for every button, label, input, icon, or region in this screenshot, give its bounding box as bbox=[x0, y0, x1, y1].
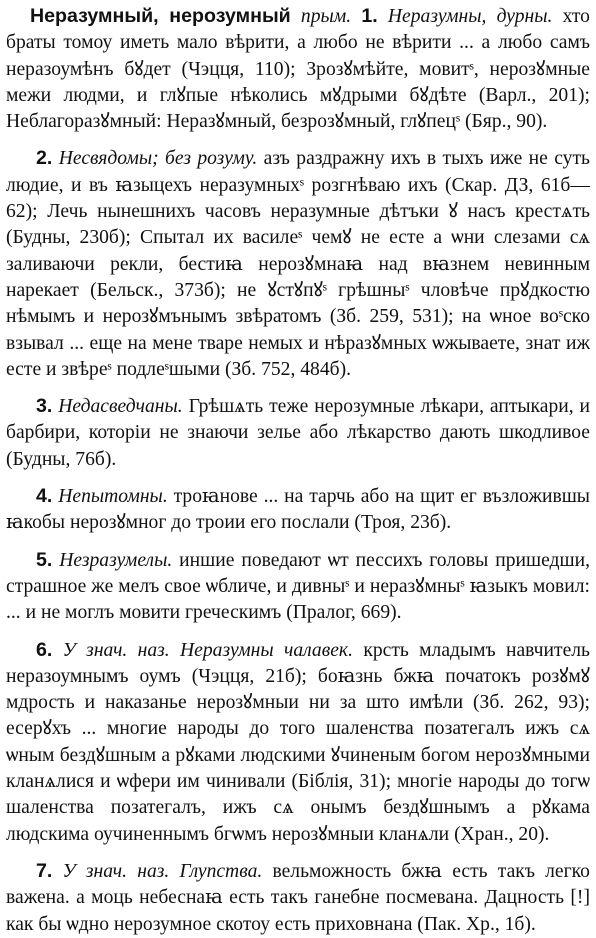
sense-paragraph bbox=[6, 858, 590, 938]
sense-paragraph bbox=[6, 393, 590, 473]
dictionary-entry-sense-4 bbox=[6, 483, 590, 537]
sense-citations: вельможность бжꙗ есть такъ легко важена. а моць небеснаꙗ есть такъ ганебне посмевана. Дацность [!] как бы ѡдно нерозумное скотоу есть приховнана (Пак. Хр., 1б). bbox=[6, 860, 590, 935]
sense-paragraph bbox=[6, 3, 590, 135]
sense-gloss: Недасведчаны. bbox=[58, 396, 183, 418]
sense-paragraph bbox=[6, 547, 590, 627]
sense-number: 1. bbox=[361, 5, 378, 27]
sense-citations: азъ раздражну ихъ в тыхъ иже не суть людие, и въ ꙗзыцехъ неразумныхˢ розгнѣваю ихъ (Скар. ДЗ, 61б—62); Лечь нынешнихъ часовъ неразумные дѣтъки ꙋ насъ крестѧть (Будны, 230б); Спытал их василеˢ чемꙋ не есте а ѡни слезами сѧ заливаючи рекли, бестиꙗ нерозꙋмнаꙗ над вꙗзнем невинным нарекает (Бельск., 373б); не ꙋстꙋпꙋˢ грѣшныˢ чловѣче прꙋдкостю нѣмымъ и нерозꙋмънымъ звѣратомъ (Зб. 259, 531); на ѡное вoˢско взывал ... еще на мене тваре немых и нѣразꙋмных ѡжываете, знат иж есте и звѣреˢ подлеˢшыми (Зб. 752, 484б). bbox=[6, 148, 590, 380]
sense-citations: троꙗнове ... на тарчь або на щит ег възложившы ꙗкобы нерозꙋмног до троии его послали (Троя, 23б). bbox=[6, 486, 590, 534]
sense-citations: крсть младымъ навчитель неразоумнымъ оумъ (Чэцця, 21б); боꙗзнь бжꙗ початокъ розꙋмꙋ мдрость и наказанье нерозꙋмныи ни за што имѣли (Зб. 262, 93); есерꙋхъ ... многие народы до того шаленства позатегалъ ижъ сѧ ѡным бездꙋшным а рꙋками людскими ꙋчиненым богом нерозꙋмными кланѧлися и ѡфери им чинивали (Біблія, 31); многіе народы до тогѡ шаленства позатегалъ, ижъ сѧ онымъ бездꙋшнымъ а рꙋкама людскима оучиненнымъ бгѡмъ нерозꙋмныи кланѧли (Хран., 20). bbox=[6, 639, 590, 845]
sense-citations: иншие поведают ѡт пессихъ головы пришедши, страшное же мелъ свое ѡбличе, и дивныˢ и неразꙋмныˢ ꙗзыкъ мовил: ... и не моглъ мовити греческимъ (Пралог, 669). bbox=[6, 549, 590, 624]
dictionary-entry-sense-6 bbox=[6, 637, 590, 848]
dictionary-entry-sense-7 bbox=[6, 858, 590, 938]
headword: Неразумный, нерозумный bbox=[30, 5, 291, 27]
dictionary-entry-sense-2 bbox=[6, 145, 590, 383]
sense-gloss: У знач. наз. Глупства. bbox=[62, 860, 263, 882]
sense-number: 5. bbox=[36, 548, 53, 571]
dictionary-entry-sense-1 bbox=[6, 3, 590, 135]
sense-number: 3. bbox=[36, 395, 53, 418]
dictionary-entry-sense-3 bbox=[6, 393, 590, 473]
sense-citations: хто браты томоу иметь мало вѣрити, а любо не вѣрити ... а любо самъ неразоумѣнъ бꙋдет (Чэцця, 110); Зрозꙋмѣйте, мовитˢ, нерозꙋмные межи людми, и глꙋпые нѣколись мꙋдрыми бꙋдѣте (Варл., 201); Неблагоразꙋмный: Неразꙋмный, безрозꙋмный, глꙋпецˢ (Бяр., 90). bbox=[6, 6, 590, 133]
sense-gloss: У знач. наз. Неразумны чалавек. bbox=[62, 639, 353, 661]
sense-gloss: Незразумелы. bbox=[59, 549, 173, 571]
sense-gloss: Неразумны, дурны. bbox=[387, 6, 553, 27]
sense-number: 7. bbox=[36, 859, 53, 882]
sense-number: 4. bbox=[36, 485, 53, 508]
sense-number: 6. bbox=[36, 638, 53, 661]
sense-paragraph bbox=[6, 483, 590, 537]
dictionary-entry-sense-5 bbox=[6, 547, 590, 627]
part-of-speech: прым. bbox=[300, 6, 352, 27]
sense-paragraph bbox=[6, 637, 590, 848]
sense-paragraph bbox=[6, 145, 590, 383]
sense-number: 2. bbox=[36, 147, 53, 170]
sense-citations: Грѣшѧть теже нерозумные лѣкари, аптыкари, и барбири, которіи не знаючи зелье або лѣкарство дають шкодливое (Будны, 76б). bbox=[6, 396, 591, 470]
sense-gloss: Непытомны. bbox=[58, 486, 168, 508]
sense-gloss: Несвядомы; без розуму. bbox=[58, 148, 258, 170]
